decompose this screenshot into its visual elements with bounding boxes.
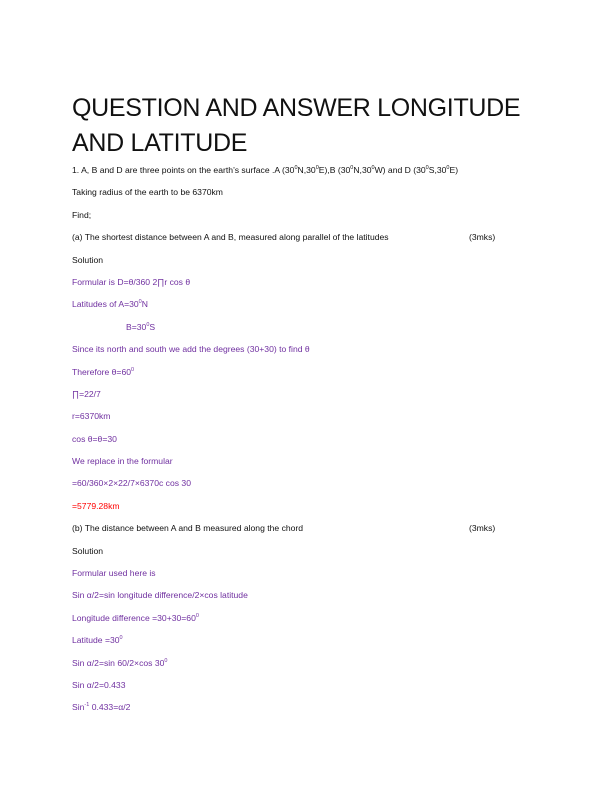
text-line	[72, 588, 542, 610]
text-segment: S,30	[428, 165, 447, 175]
text-segment: B=30	[126, 321, 147, 332]
superscript: -1	[84, 702, 90, 709]
text-segment: (a) The shortest distance between A and B, measured along parallel of the latitudes	[72, 232, 389, 243]
text-segment: Sin α/2=0.433	[72, 679, 126, 690]
text-line	[72, 611, 542, 633]
superscript: 0	[131, 366, 135, 373]
text-segment: Taking radius of the earth to be 6370km	[72, 187, 223, 198]
text-segment: r=6370km	[72, 411, 111, 422]
superscript: 0	[446, 165, 450, 171]
superscript: 0	[146, 321, 150, 328]
text-line	[72, 297, 542, 319]
superscript: 0	[195, 612, 199, 619]
text-segment: ∏=22/7	[72, 388, 101, 399]
text-segment: Longitude difference =30+30=60	[72, 612, 196, 623]
text-line	[72, 320, 542, 342]
text-segment: cos θ=θ=30	[72, 433, 117, 444]
text-line	[72, 387, 542, 409]
text-line	[72, 656, 542, 678]
text-segment: 1. A, B and D are three points on the earth’s surface .A (30	[72, 165, 295, 175]
text-segment: 0.433=α/2	[89, 702, 131, 713]
text-segment: Formular is D=θ/360 2∏r cos θ	[72, 276, 191, 287]
text-segment: E),B (30	[318, 165, 351, 175]
text-line	[72, 342, 542, 364]
text-segment: N	[141, 299, 148, 310]
text-segment: W) and D (30	[374, 165, 426, 175]
text-line	[72, 544, 542, 566]
text-line	[72, 521, 542, 543]
text-segment: =5779.28km	[72, 500, 120, 511]
superscript: 0	[425, 165, 429, 171]
text-line	[72, 432, 542, 454]
text-segment: E)	[449, 165, 459, 175]
superscript: 0	[350, 165, 354, 171]
document-body	[72, 163, 542, 723]
text-segment: We replace in the formular	[72, 456, 173, 467]
text-line	[72, 163, 542, 185]
text-line	[72, 633, 542, 655]
marks-label: (3mks)	[469, 232, 496, 243]
text-segment: N,30	[353, 165, 372, 175]
text-segment: Find;	[72, 209, 92, 220]
text-segment: Therefore θ=60	[72, 366, 132, 377]
text-line	[72, 409, 542, 431]
text-segment: Formular used here is	[72, 568, 156, 579]
text-line	[72, 275, 542, 297]
text-segment: (b) The distance between A and B measured along the chord	[72, 523, 304, 534]
marks-label: (3mks)	[469, 523, 496, 534]
text-line	[72, 253, 542, 275]
text-line	[72, 230, 542, 252]
text-segment: S	[149, 321, 156, 332]
superscript: 0	[315, 165, 319, 171]
superscript: 0	[164, 657, 168, 664]
text-segment: Sin	[72, 702, 85, 713]
text-line	[72, 499, 542, 521]
superscript: 0	[138, 299, 142, 306]
text-segment: Sin α/2=sin longitude difference/2×cos latitude	[72, 590, 248, 601]
superscript: 0	[294, 165, 298, 171]
text-line	[72, 208, 542, 230]
text-segment: Solution	[72, 254, 104, 265]
text-line	[72, 566, 542, 588]
text-segment: Sin α/2=sin 60/2×cos 30	[72, 657, 165, 668]
document-title: QUESTION AND ANSWER LONGITUDE AND LATITUDE	[72, 93, 521, 157]
text-line	[72, 185, 542, 207]
superscript: 0	[371, 165, 375, 171]
text-segment: Latitudes of A=30	[72, 299, 139, 310]
text-segment: Latitude =30	[72, 635, 120, 646]
superscript: 0	[119, 635, 123, 642]
text-line	[72, 365, 542, 387]
text-segment: N,30	[297, 165, 316, 175]
text-line	[72, 454, 542, 476]
text-line	[72, 476, 542, 498]
text-line	[72, 678, 542, 700]
text-segment: Since its north and south we add the degrees (30+30) to find θ	[72, 344, 310, 355]
text-segment: =60/360×2×22/7×6370c cos 30	[72, 478, 191, 489]
text-segment: Solution	[72, 545, 104, 556]
text-line	[72, 700, 542, 722]
